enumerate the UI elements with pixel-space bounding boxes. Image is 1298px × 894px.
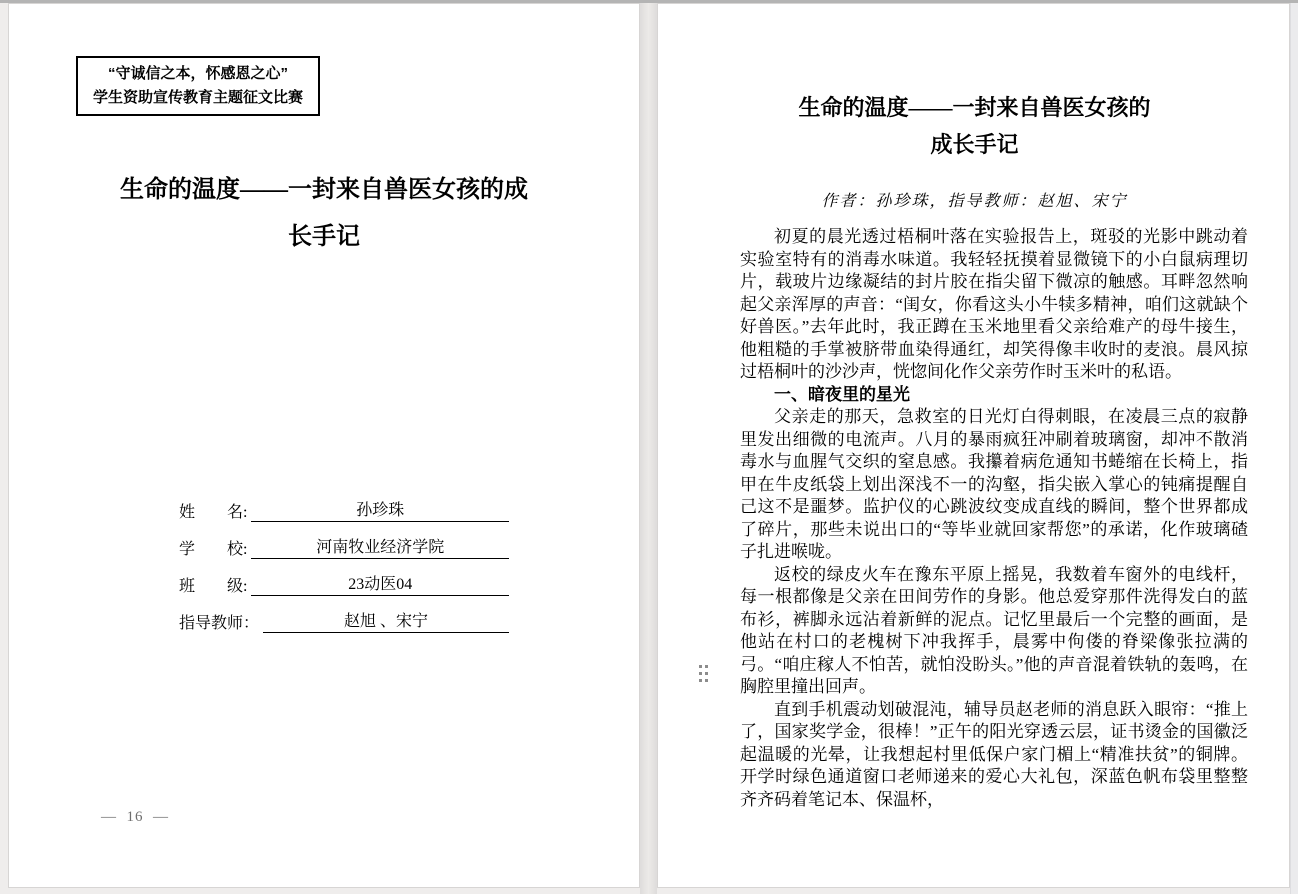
form-label-class: 班 级:: [179, 578, 248, 595]
article-title-line2: 成长手记: [930, 132, 1019, 157]
drag-handle-icon[interactable]: [698, 663, 709, 684]
article-title: [688, 89, 1261, 163]
section-heading-1: 一、暗夜里的星光: [774, 384, 910, 404]
form-row-school: [179, 537, 509, 559]
banner-line2: 学生资助宣传教育主题征文比赛: [92, 89, 303, 106]
form-label-advisor: 指导教师：: [179, 615, 260, 632]
article-title-line1: 生命的温度——一封来自兽医女孩的: [798, 95, 1151, 120]
cover-form: [179, 500, 509, 648]
form-row-advisor: [179, 611, 509, 633]
page-number: — 16 —: [101, 809, 169, 825]
article-page[interactable]: [657, 3, 1290, 888]
form-label-school: 学 校:: [179, 541, 248, 558]
page-gutter: [640, 3, 657, 894]
form-value-name: 孙珍珠: [251, 497, 509, 522]
paragraph-1: 初夏的晨光透过梧桐叶落在实验报告上，斑驳的光影中跳动着实验室特有的消毒水味道。我轻轻抚摸着显微镜下的小白鼠病理切片，载玻片边缘凝结的封片胶在指尖留下微凉的触感。耳畔忽然响起父亲浑厚的声音：“闺女，你看这头小牛犊多精神，咱们这就缺个好兽医。”去年此时，我正蹲在玉米地里看父亲给难产的母牛接生，他粗糙的手掌被脐带血染得通红，却笑得像丰收时的麦浪。晨风掠过梧桐叶的沙沙声，恍惚间化作父亲劳作时玉米叶的私语。: [740, 227, 1248, 381]
paragraph-2: 父亲走的那天，急救室的日光灯白得刺眼，在凌晨三点的寂静里发出细微的电流声。八月的暴雨疯狂冲刷着玻璃窗，却冲不散消毒水与血腥气交织的窒息感。我攥着病危通知书蜷缩在长椅上，指甲在牛皮纸袋上划出深浅不一的沟壑，指尖嵌入掌心的钝痛提醒自己这不是噩梦。监护仪的心跳波纹变成直线的瞬间，整个世界都成了碎片，那些未说出口的“等毕业就回家帮您”的承诺，化作玻璃碴子扎进喉咙。: [740, 407, 1248, 561]
article-byline: 作者：孙珍珠，指导教师：赵旭、宋宁: [821, 193, 1128, 210]
paragraph-3: 返校的绿皮火车在豫东平原上摇晃，我数着车窗外的电线杆，每一根都像是父亲在田间劳作的身影。他总爱穿那件洗得发白的蓝布衫，裤脚永远沾着新鲜的泥点。记忆里最后一个完整的画面，是他站在村口的老槐树下冲我挥手，晨雾中佝偻的脊梁像张拉满的弓。“咱庄稼人不怕苦，就怕没盼头。”他的声音混着铁轨的轰鸣，在胸腔里撞出回声。: [740, 564, 1248, 696]
form-value-advisor: 赵旭 、宋宁: [263, 608, 509, 633]
cover-page[interactable]: [8, 3, 640, 888]
form-value-school: 河南牧业经济学院: [251, 534, 509, 559]
form-row-name: [179, 500, 509, 522]
article-body: [740, 226, 1248, 811]
form-label-name: 姓 名:: [179, 504, 248, 521]
contest-banner-box: [76, 56, 320, 116]
cover-title-line2: 长手记: [288, 224, 360, 250]
scrollbar-track[interactable]: [1290, 3, 1298, 894]
form-row-class: [179, 574, 509, 596]
cover-title: [29, 167, 619, 261]
form-value-class: 23动医04: [251, 571, 509, 596]
cover-title-line1: 生命的温度——一封来自兽医女孩的成: [120, 177, 528, 203]
paragraph-4: 直到手机震动划破混沌，辅导员赵老师的消息跃入眼帘：“推上了，国家奖学金，很棒！”正午的阳光穿透云层，证书烫金的国徽泛起温暖的光晕，让我想起村里低保户家门楣上“精准扶贫”的铜牌。开学时绿色通道窗口老师递来的爱心大礼包，深蓝色帆布袋里整整齐齐码着笔记本、保温杯，: [740, 699, 1248, 809]
banner-line1: “守诚信之本，怀感恩之心”: [107, 65, 288, 82]
